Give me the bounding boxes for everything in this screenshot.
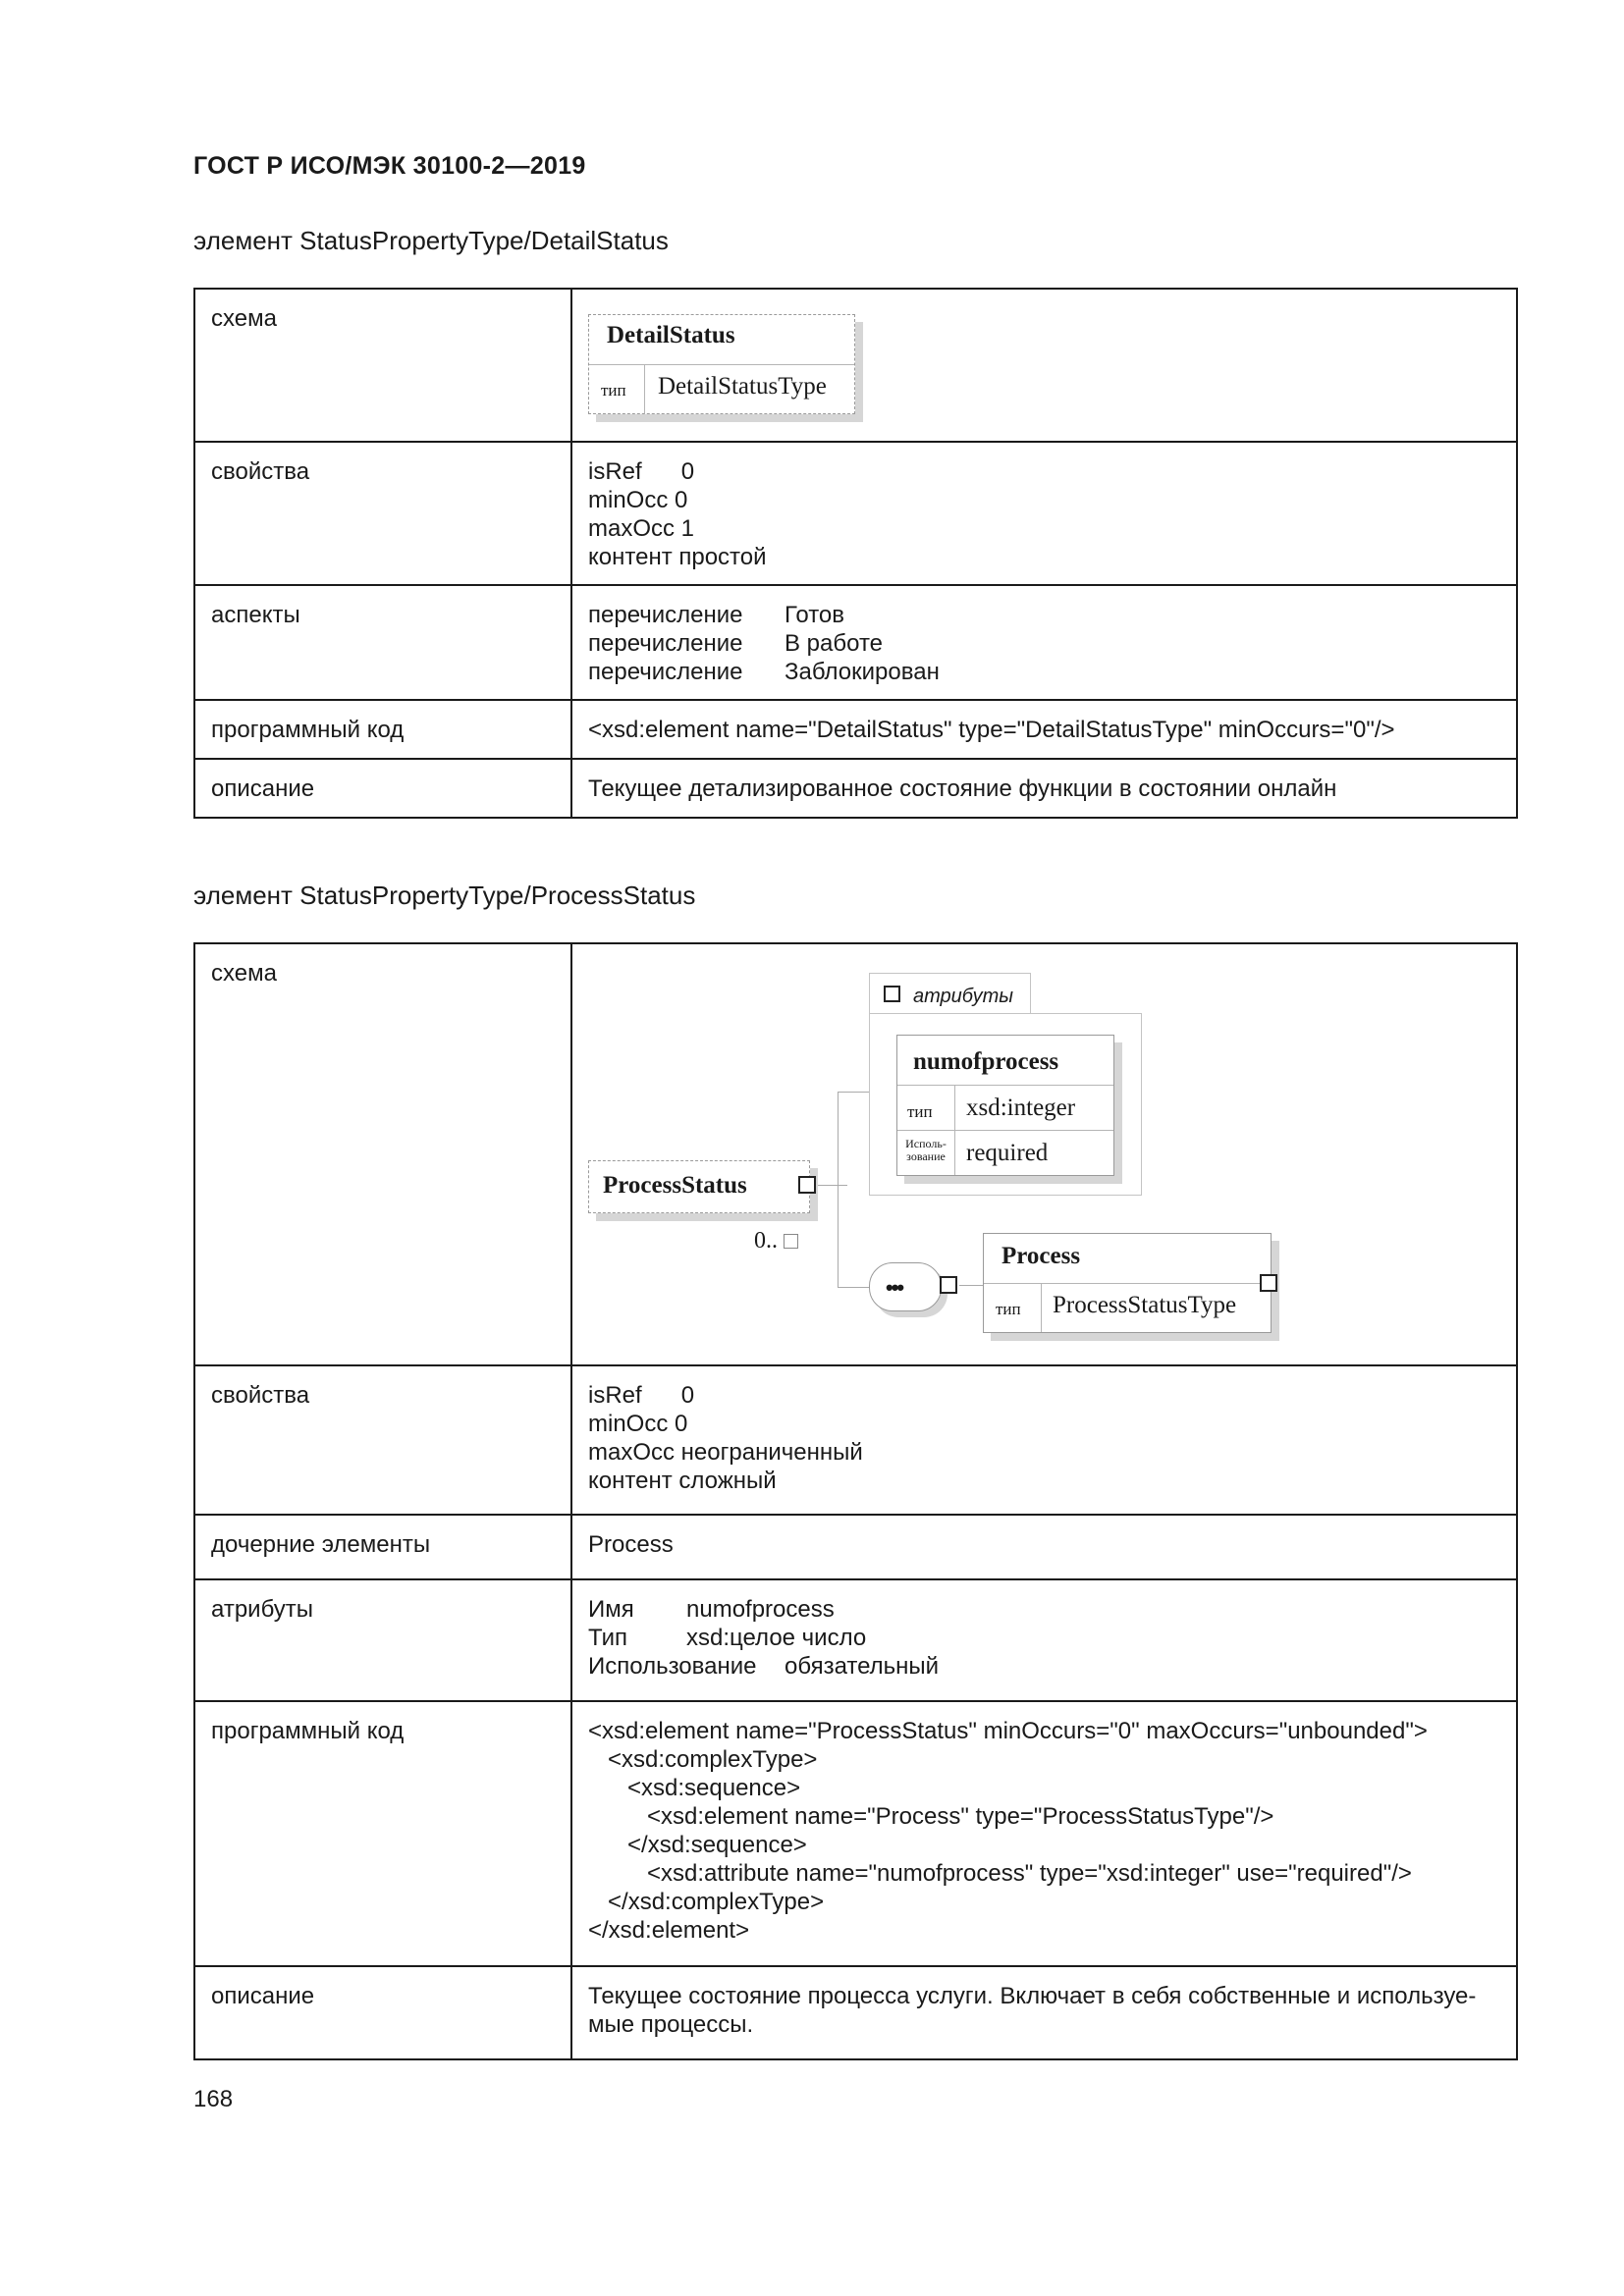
attributes-tab[interactable] [869,973,1031,1015]
schema-label: схема [194,289,571,442]
collapse-icon[interactable] [884,986,900,1002]
schema-row [194,289,1517,442]
properties-label: свойства [194,1365,571,1515]
processstatus-element-box [588,1160,810,1213]
property-line: maxOcc неограниченный [588,1439,863,1466]
schema-cell [571,943,1517,1365]
description-line: мые процессы. [588,2011,754,2038]
code-line: </xsd:sequence> [588,1832,807,1858]
sequence-toggle-icon[interactable] [940,1276,957,1294]
property-line: minOcc 0 [588,1411,688,1437]
schema-row [194,943,1517,1365]
property-line: minOcc 0 [588,487,688,513]
facet-line: перечисление В работе [588,630,884,657]
code-line: </xsd:element> [588,1917,750,1944]
description-row [194,759,1517,818]
facet-line: перечисление Готов [588,602,845,628]
child-name: Process [1001,1243,1081,1269]
code-label: программный код [194,700,571,759]
attribute-name: numofprocess [913,1048,1059,1075]
facets-label: аспекты [194,585,571,700]
code-row [194,700,1517,759]
properties-row [194,1365,1517,1515]
property-line: контент сложный [588,1468,777,1494]
property-line: isRef 0 [588,1382,695,1409]
process-expand-icon[interactable] [1260,1274,1277,1292]
processstatus-diagram [572,944,1516,1364]
element-name: DetailStatus [607,322,735,348]
section2-caption: элемент StatusPropertyType/ProcessStatus [193,881,696,910]
code-line: <xsd:sequence> [588,1775,801,1801]
sequence-dots-icon: ••• [886,1275,903,1300]
attr-type-value: xsd:integer [966,1095,1076,1121]
properties-row [194,442,1517,585]
description-line: Текущее состояние процесса услуги. Включает в себя собственные и используе- [588,1983,1477,2009]
facets-value [571,585,1517,700]
children-value: Process [571,1515,1517,1579]
detailstatus-table [193,288,1518,819]
type-key: тип [601,381,626,400]
properties-value [571,442,1517,585]
property-line: isRef 0 [588,458,695,485]
code-row [194,1701,1517,1966]
element-name: ProcessStatus [603,1172,747,1199]
description-value [571,1966,1517,2059]
properties-label: свойства [194,442,571,585]
section1-caption: элемент StatusPropertyType/DetailStatus [193,226,669,255]
attr-use-value: required [966,1140,1049,1166]
collapse-toggle-icon[interactable] [798,1176,816,1194]
description-value: Текущее детализированное состояние функции в состоянии онлайн [571,759,1517,818]
code-value: <xsd:element name="DetailStatus" type="DetailStatusType" minOccurs="0"/> [571,700,1517,759]
schema-label: схема [194,943,571,1365]
attributes-value [571,1579,1517,1701]
code-line: </xsd:complexType> [588,1889,825,1915]
attribute-line: Использование обязательный [588,1653,940,1680]
child-type-value: ProcessStatusType [1053,1292,1237,1318]
facet-line: перечисление Заблокирован [588,659,940,685]
attribute-line: Имя numofprocess [588,1596,835,1623]
code-line: <xsd:complexType> [588,1746,818,1773]
page-number: 168 [193,2086,234,2112]
document-header: ГОСТ Р ИСО/МЭК 30100-2—2019 [193,152,586,180]
property-line: контент простой [588,544,767,570]
schema-cell [571,289,1517,442]
description-label: описание [194,759,571,818]
facets-row [194,585,1517,700]
code-label: программный код [194,1701,571,1966]
occurs-label: 0.. [754,1228,778,1254]
children-label: дочерние элементы [194,1515,571,1579]
attributes-label: атрибуты [194,1579,571,1701]
detailstatus-diagram [572,290,1516,441]
numofprocess-attribute-box [896,1035,1114,1176]
attributes-label: атрибуты [913,986,1013,1007]
attribute-line: Тип xsd:целое число [588,1625,867,1651]
code-line: <xsd:attribute name="numofprocess" type="xsd:integer" use="required"/> [588,1860,1412,1887]
properties-value [571,1365,1517,1515]
code-value [571,1701,1517,1966]
process-element-box [983,1233,1272,1333]
property-line: maxOcc 1 [588,515,695,542]
code-line: <xsd:element name="Process" type="ProcessStatusType"/> [588,1803,1274,1830]
child-type-key: тип [996,1300,1021,1318]
sequence-compositor[interactable] [869,1262,942,1311]
attr-type-key: тип [907,1102,933,1121]
description-label: описание [194,1966,571,2059]
type-value: DetailStatusType [658,373,827,400]
children-row [194,1515,1517,1579]
processstatus-table [193,942,1518,2060]
description-row [194,1966,1517,2059]
code-line: <xsd:element name="ProcessStatus" minOccurs="0" maxOccurs="unbounded"> [588,1718,1428,1744]
attr-use-key: Исполь- зование [905,1137,947,1163]
detailstatus-element-box [588,314,855,414]
occurs-square-icon [784,1234,798,1249]
attributes-row [194,1579,1517,1701]
